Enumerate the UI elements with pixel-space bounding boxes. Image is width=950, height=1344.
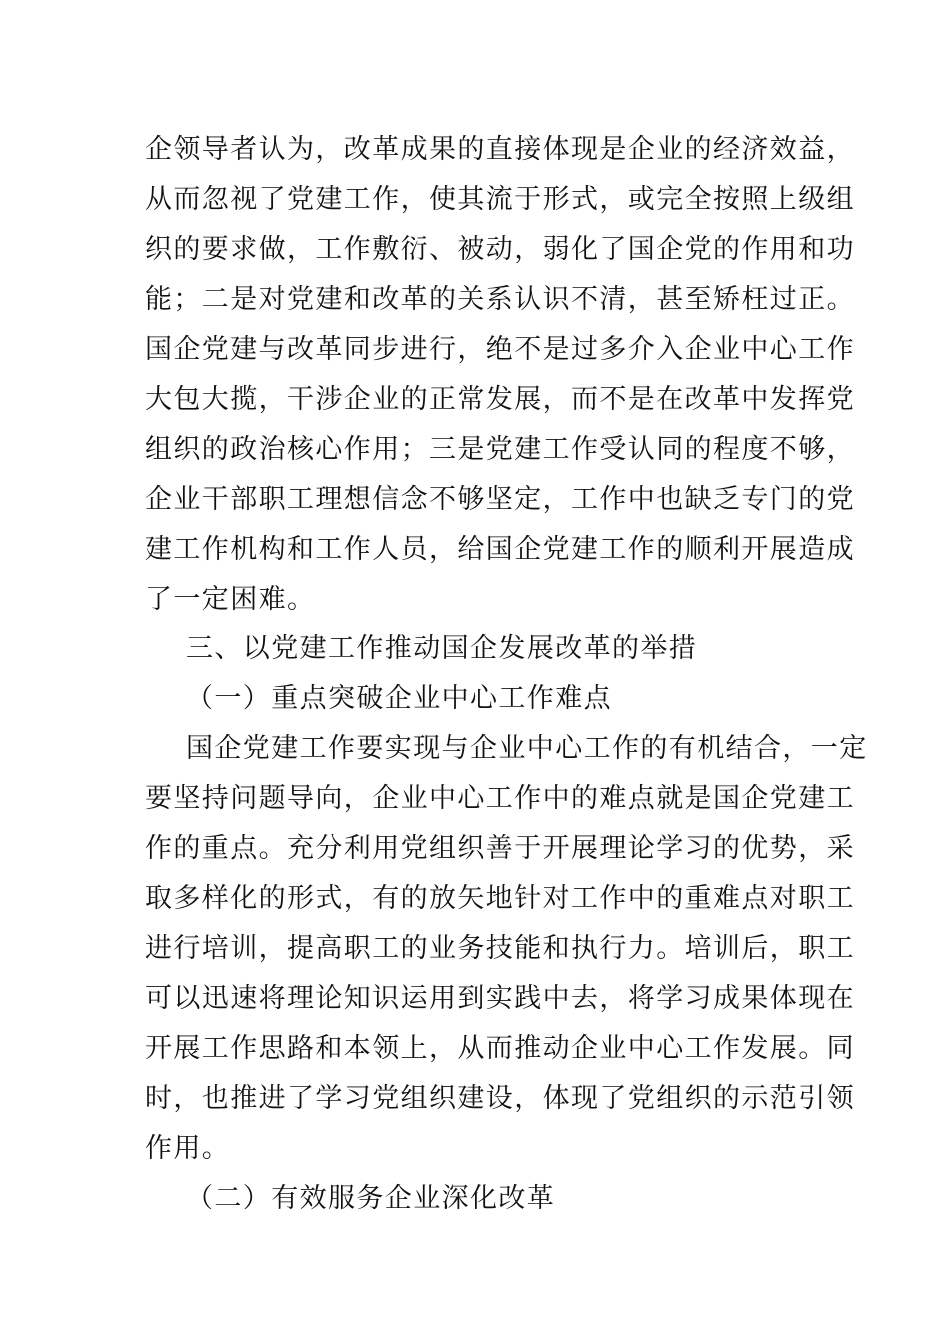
- body-text-line: 取多样化的形式，有的放矢地针对工作中的重难点对职工: [145, 883, 855, 914]
- body-text-line: 进行培训，提高职工的业务技能和执行力。培训后，职工: [145, 933, 855, 964]
- body-text-line: 了一定困难。: [145, 584, 316, 615]
- body-text-line: 要坚持问题导向，企业中心工作中的难点就是国企党建工: [145, 783, 855, 814]
- subsection-heading: （一）重点突破企业中心工作难点: [186, 683, 612, 714]
- subsection-heading: （二）有效服务企业深化改革: [186, 1183, 556, 1214]
- body-text-line: 国企党建与改革同步进行，绝不是过多介入企业中心工作: [145, 334, 855, 365]
- section-heading: 三、以党建工作推动国企发展改革的举措: [186, 633, 698, 664]
- body-text-line: 建工作机构和工作人员，给国企党建工作的顺利开展造成: [145, 534, 855, 565]
- body-text-line: 可以迅速将理论知识运用到实践中去，将学习成果体现在: [145, 983, 855, 1014]
- body-text-line: 作用。: [145, 1133, 231, 1164]
- body-text-line: 能；二是对党建和改革的关系认识不清，甚至矫枉过正。: [145, 284, 855, 315]
- body-text-line: 组织的政治核心作用；三是党建工作受认同的程度不够，: [145, 434, 855, 465]
- body-text-line: 国企党建工作要实现与企业中心工作的有机结合，一定: [186, 733, 868, 764]
- body-text-line: 大包大揽，干涉企业的正常发展，而不是在改革中发挥党: [145, 384, 855, 415]
- body-text-line: 企业干部职工理想信念不够坚定，工作中也缺乏专门的党: [145, 484, 855, 515]
- body-text-line: 开展工作思路和本领上，从而推动企业中心工作发展。同: [145, 1033, 855, 1064]
- body-text-line: 从而忽视了党建工作，使其流于形式，或完全按照上级组: [145, 184, 855, 215]
- body-text-line: 时，也推进了学习党组织建设，体现了党组织的示范引领: [145, 1083, 855, 1114]
- body-text-line: 企领导者认为，改革成果的直接体现是企业的经济效益，: [145, 134, 855, 165]
- body-text-line: 作的重点。充分利用党组织善于开展理论学习的优势，采: [145, 833, 855, 864]
- body-text-line: 织的要求做，工作敷衍、被动，弱化了国企党的作用和功: [145, 234, 855, 265]
